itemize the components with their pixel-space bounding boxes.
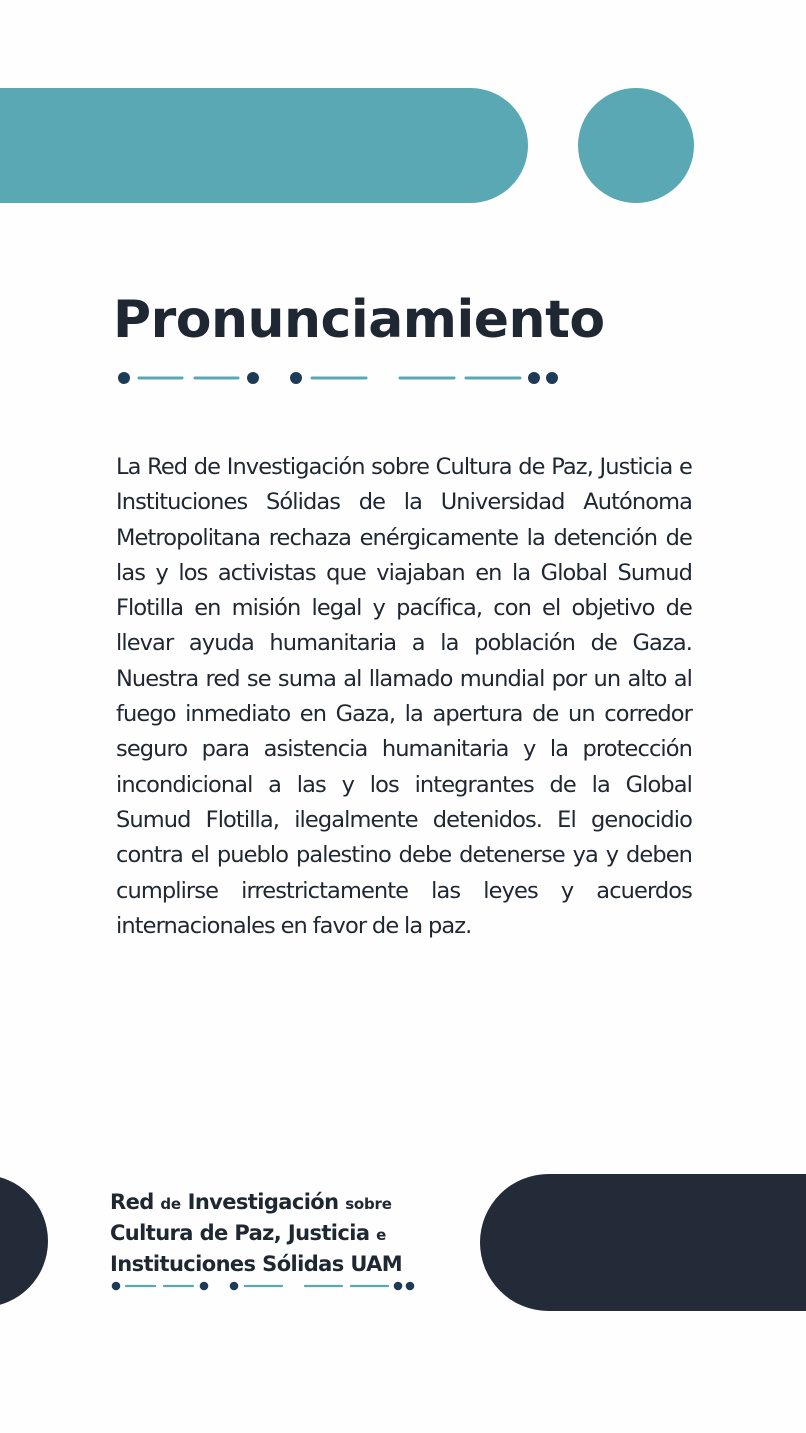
divider-dot: [118, 372, 130, 384]
bottom-navy-bar: [480, 1174, 806, 1311]
divider-dot: [200, 1282, 209, 1291]
logo-line-2: Cultura de Paz, Justicia e: [110, 1221, 387, 1245]
logo-line-3: Instituciones Sólidas UAM: [110, 1252, 403, 1276]
statement-body: La Red de Investigación sobre Cultura de Paz, Justicia e Instituciones Sólidas de la Universidad Autónoma Metropolitana rechaza enérgicamente la detención de las y los activistas que viajaban en la Global Sumud Flotilla en misión legal y pacífica, con el objetivo de llevar ayuda humanitaria a la población de Gaza. Nuestra red se suma al llamado mundial por un alto al fuego inmediato en Gaza, la apertura de un corredor seguro para asistencia humanitaria y la protección incondicional a las y los integrantes de la Global Sumud Flotilla, ilegalmente detenidos. El genocidio contra el pueblo palestino debe detenerse ya y deben cumplirse irrestrictamente las leyes y acuerdos internacionales en favor de la paz.: [116, 454, 692, 939]
logo-dot-dash-divider: [110, 1280, 418, 1292]
bottom-navy-half-circle: [0, 1175, 48, 1307]
divider-dot: [112, 1282, 121, 1291]
divider-dot: [546, 372, 558, 384]
logo-line-1: Red de Investigación sobre: [110, 1190, 392, 1214]
dot-dash-divider: [116, 370, 564, 386]
divider-dot: [230, 1282, 239, 1291]
divider-dot: [394, 1282, 403, 1291]
divider-dot: [406, 1282, 415, 1291]
network-logo: [110, 1188, 430, 1279]
divider-dot: [247, 372, 259, 384]
divider-dot: [290, 372, 302, 384]
top-teal-circle: [578, 88, 694, 203]
divider-dot: [528, 372, 540, 384]
page-title: Pronunciamiento: [113, 290, 605, 350]
top-teal-bar: [0, 88, 528, 203]
